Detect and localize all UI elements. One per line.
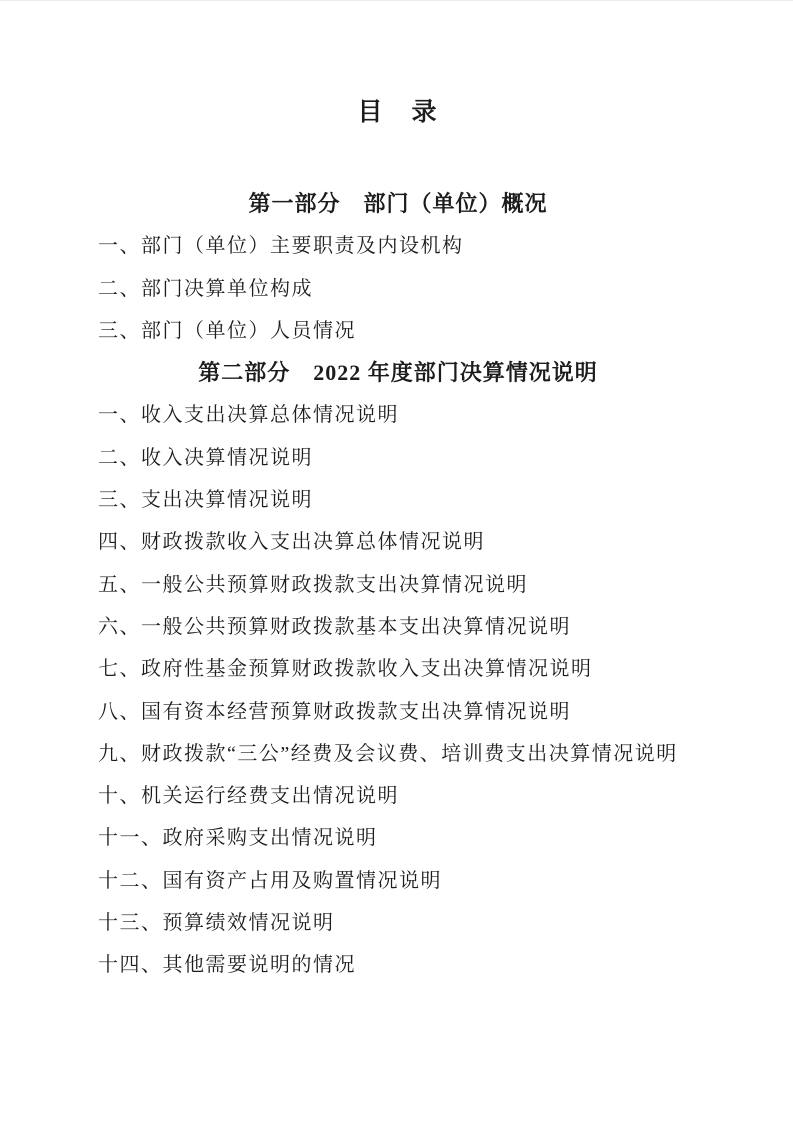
toc-item: 一、收入支出决算总体情况说明 [98,404,399,427]
toc-item: 六、一般公共预算财政拨款基本支出决算情况说明 [98,615,571,638]
toc-item: 十一、政府采购支出情况说明 [98,827,378,850]
toc-item: 三、部门（单位）人员情况 [98,319,356,342]
toc-item: 二、部门决算单位构成 [98,277,313,300]
toc-item: 一、部门（单位）主要职责及内设机构 [98,235,464,258]
toc-item: 八、国有资本经营预算财政拨款支出决算情况说明 [98,700,571,723]
toc-title: 目 录 [357,99,439,126]
section-2-heading: 第二部分 2022 年度部门决算情况说明 [198,360,598,386]
toc-item: 九、财政拨款“三公”经费及会议费、培训费支出决算情况说明 [98,742,678,765]
toc-item: 十二、国有资产占用及购置情况说明 [98,869,442,892]
toc-content [98,98,698,987]
toc-item: 十四、其他需要说明的情况 [98,954,356,977]
section-1-toc-list [98,225,698,352]
toc-item: 二、收入决算情况说明 [98,446,313,469]
toc-item: 五、一般公共预算财政拨款支出决算情况说明 [98,573,528,596]
toc-item: 四、财政拨款收入支出决算总体情况说明 [98,531,485,554]
toc-item: 十三、预算绩效情况说明 [98,912,335,935]
toc-item: 七、政府性基金预算财政拨款收入支出决算情况说明 [98,658,593,681]
section-1-heading: 第一部分 部门（单位）概况 [248,191,548,216]
toc-item: 三、支出决算情况说明 [98,489,313,512]
toc-item: 十、机关运行经费支出情况说明 [98,785,399,808]
section-2-toc-list [98,394,698,986]
